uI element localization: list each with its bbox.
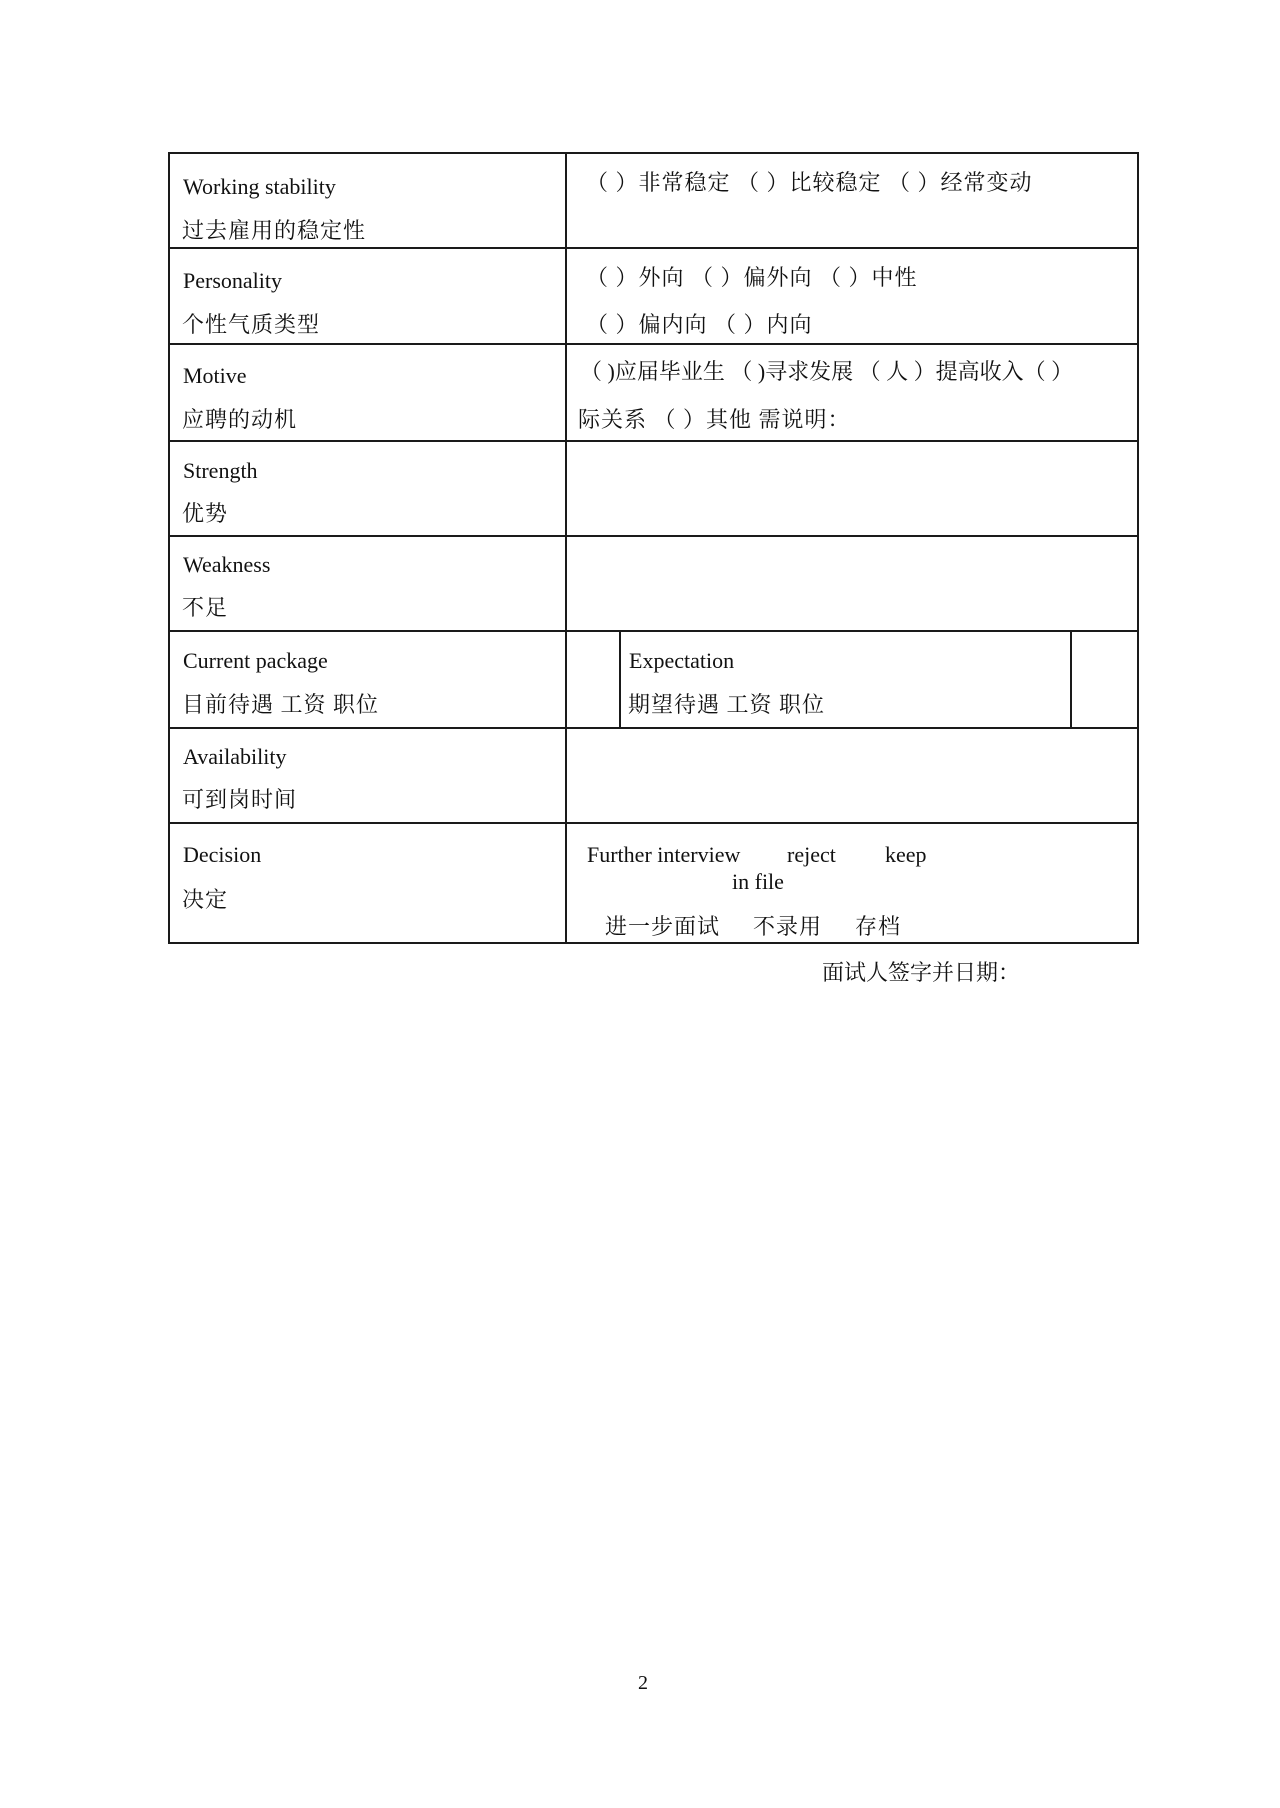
decision-keep-wrap[interactable]: in file	[732, 869, 784, 894]
interviewer-signature-label: 面试人签字并日期：	[822, 960, 1021, 985]
personality-options-line2[interactable]: （ ）偏内向 （ ）内向	[586, 312, 813, 337]
label-en: Personality	[183, 268, 282, 293]
page-number: 2	[638, 1672, 648, 1694]
subcolumn-divider	[1070, 630, 1072, 727]
decision-keep-cn[interactable]: 存档	[855, 914, 902, 939]
label-cn: 不足	[182, 595, 229, 620]
label-cn: 个性气质类型	[182, 312, 321, 337]
label-en: Weakness	[183, 552, 271, 577]
decision-further-interview-cn[interactable]: 进一步面试	[605, 914, 721, 939]
label-cn: 决定	[182, 887, 229, 912]
row-divider	[170, 630, 1137, 632]
label-cn: 目前待遇 工资 职位	[182, 692, 380, 717]
label-en: Current package	[183, 648, 328, 673]
label-en: Strength	[183, 458, 258, 483]
label-cn: 应聘的动机	[182, 407, 298, 432]
row-divider	[170, 535, 1137, 537]
expectation-label-en: Expectation	[629, 648, 735, 673]
personality-options-line1[interactable]: （ ）外向 （ ）偏外向 （ ）中性	[586, 265, 918, 290]
row-divider	[170, 727, 1137, 729]
motive-options-line1[interactable]: （ )应届毕业生 （ )寻求发展 （ 人 ）提高收入（ ）	[580, 359, 1074, 384]
decision-further-interview[interactable]: Further interview	[587, 842, 741, 867]
decision-reject[interactable]: reject	[787, 842, 836, 867]
row-divider	[170, 343, 1137, 345]
motive-options-line2[interactable]: 际关系 （ ）其他 需说明：	[578, 407, 851, 432]
stability-options[interactable]: （ ）非常稳定 （ ）比较稳定 （ ）经常变动	[586, 170, 1033, 195]
row-divider	[170, 440, 1137, 442]
row-divider	[170, 822, 1137, 824]
subcolumn-divider	[619, 630, 621, 727]
label-en: Motive	[183, 363, 247, 388]
label-cn: 过去雇用的稳定性	[182, 218, 367, 243]
row-divider	[170, 247, 1137, 249]
label-en: Availability	[183, 744, 287, 769]
decision-keep[interactable]: keep	[885, 842, 927, 867]
label-cn: 可到岗时间	[182, 787, 298, 812]
decision-reject-cn[interactable]: 不录用	[753, 914, 823, 939]
label-en: Working stability	[183, 174, 336, 199]
label-cn: 优势	[182, 501, 229, 526]
column-divider	[565, 154, 567, 942]
expectation-label-cn: 期望待遇 工资 职位	[628, 692, 826, 717]
label-en: Decision	[183, 842, 262, 867]
